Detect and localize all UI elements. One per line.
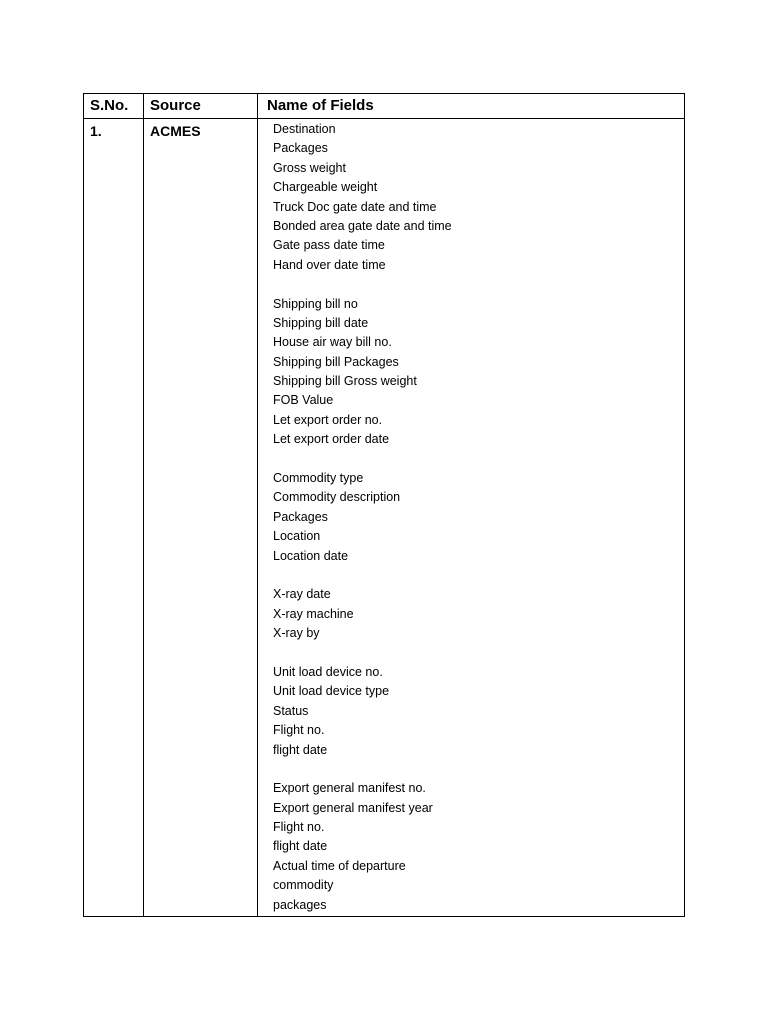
field-item: Commodity description [273,490,401,505]
field-item: House air way bill no. [273,335,392,350]
field-item: Shipping bill no [273,296,358,311]
field-item: Chargeable weight [273,180,378,195]
field-group-5 [273,663,684,760]
field-item: Commodity type [273,471,364,486]
field-item: X-ray by [273,626,320,641]
field-item: Packages [273,509,328,524]
field-item: Unit load device type [273,684,390,699]
field-item: Unit load device no. [273,664,383,679]
field-item: Bonded area gate date and time [273,218,452,233]
field-item: Truck Doc gate date and time [273,199,437,214]
field-item: Location date [273,548,349,563]
field-group-4 [273,585,684,643]
row-sno: 1. [84,119,144,917]
field-item: commodity [273,878,334,893]
field-item: Packages [273,141,328,156]
field-item: Gate pass date time [273,238,385,253]
row-source: ACMES [144,119,258,917]
field-item: Export general manifest no. [273,781,426,796]
field-item: Shipping bill Gross weight [273,374,417,389]
header-sno: S.No. [84,94,144,119]
header-source: Source [144,94,258,119]
field-item: Export general manifest year [273,800,433,815]
field-item: Flight no. [273,820,325,835]
field-item: Let export order date [273,432,390,447]
fields-table [83,93,685,917]
field-item: Actual time of departure [273,858,406,873]
field-item: Hand over date time [273,257,386,272]
field-item: packages [273,897,327,912]
field-item: flight date [273,839,328,854]
row-fields [258,119,685,917]
header-name-of-fields: Name of Fields [258,94,685,119]
field-item: Shipping bill Packages [273,354,399,369]
field-group-1 [273,120,684,275]
field-group-3 [273,469,684,566]
field-group-2 [273,295,684,450]
table-header-row [84,94,685,119]
field-item: flight date [273,742,328,757]
field-item: Shipping bill date [273,315,369,330]
field-item: Gross weight [273,160,346,175]
field-item: X-ray machine [273,606,354,621]
field-group-6 [273,779,684,915]
field-item: Location [273,529,321,544]
field-item: Destination [273,122,336,136]
field-item: FOB Value [273,393,334,408]
field-item: Flight no. [273,723,325,738]
field-item: Let export order no. [273,412,383,427]
table-row [84,119,685,917]
field-item: Status [273,703,309,718]
field-item: X-ray date [273,587,331,602]
